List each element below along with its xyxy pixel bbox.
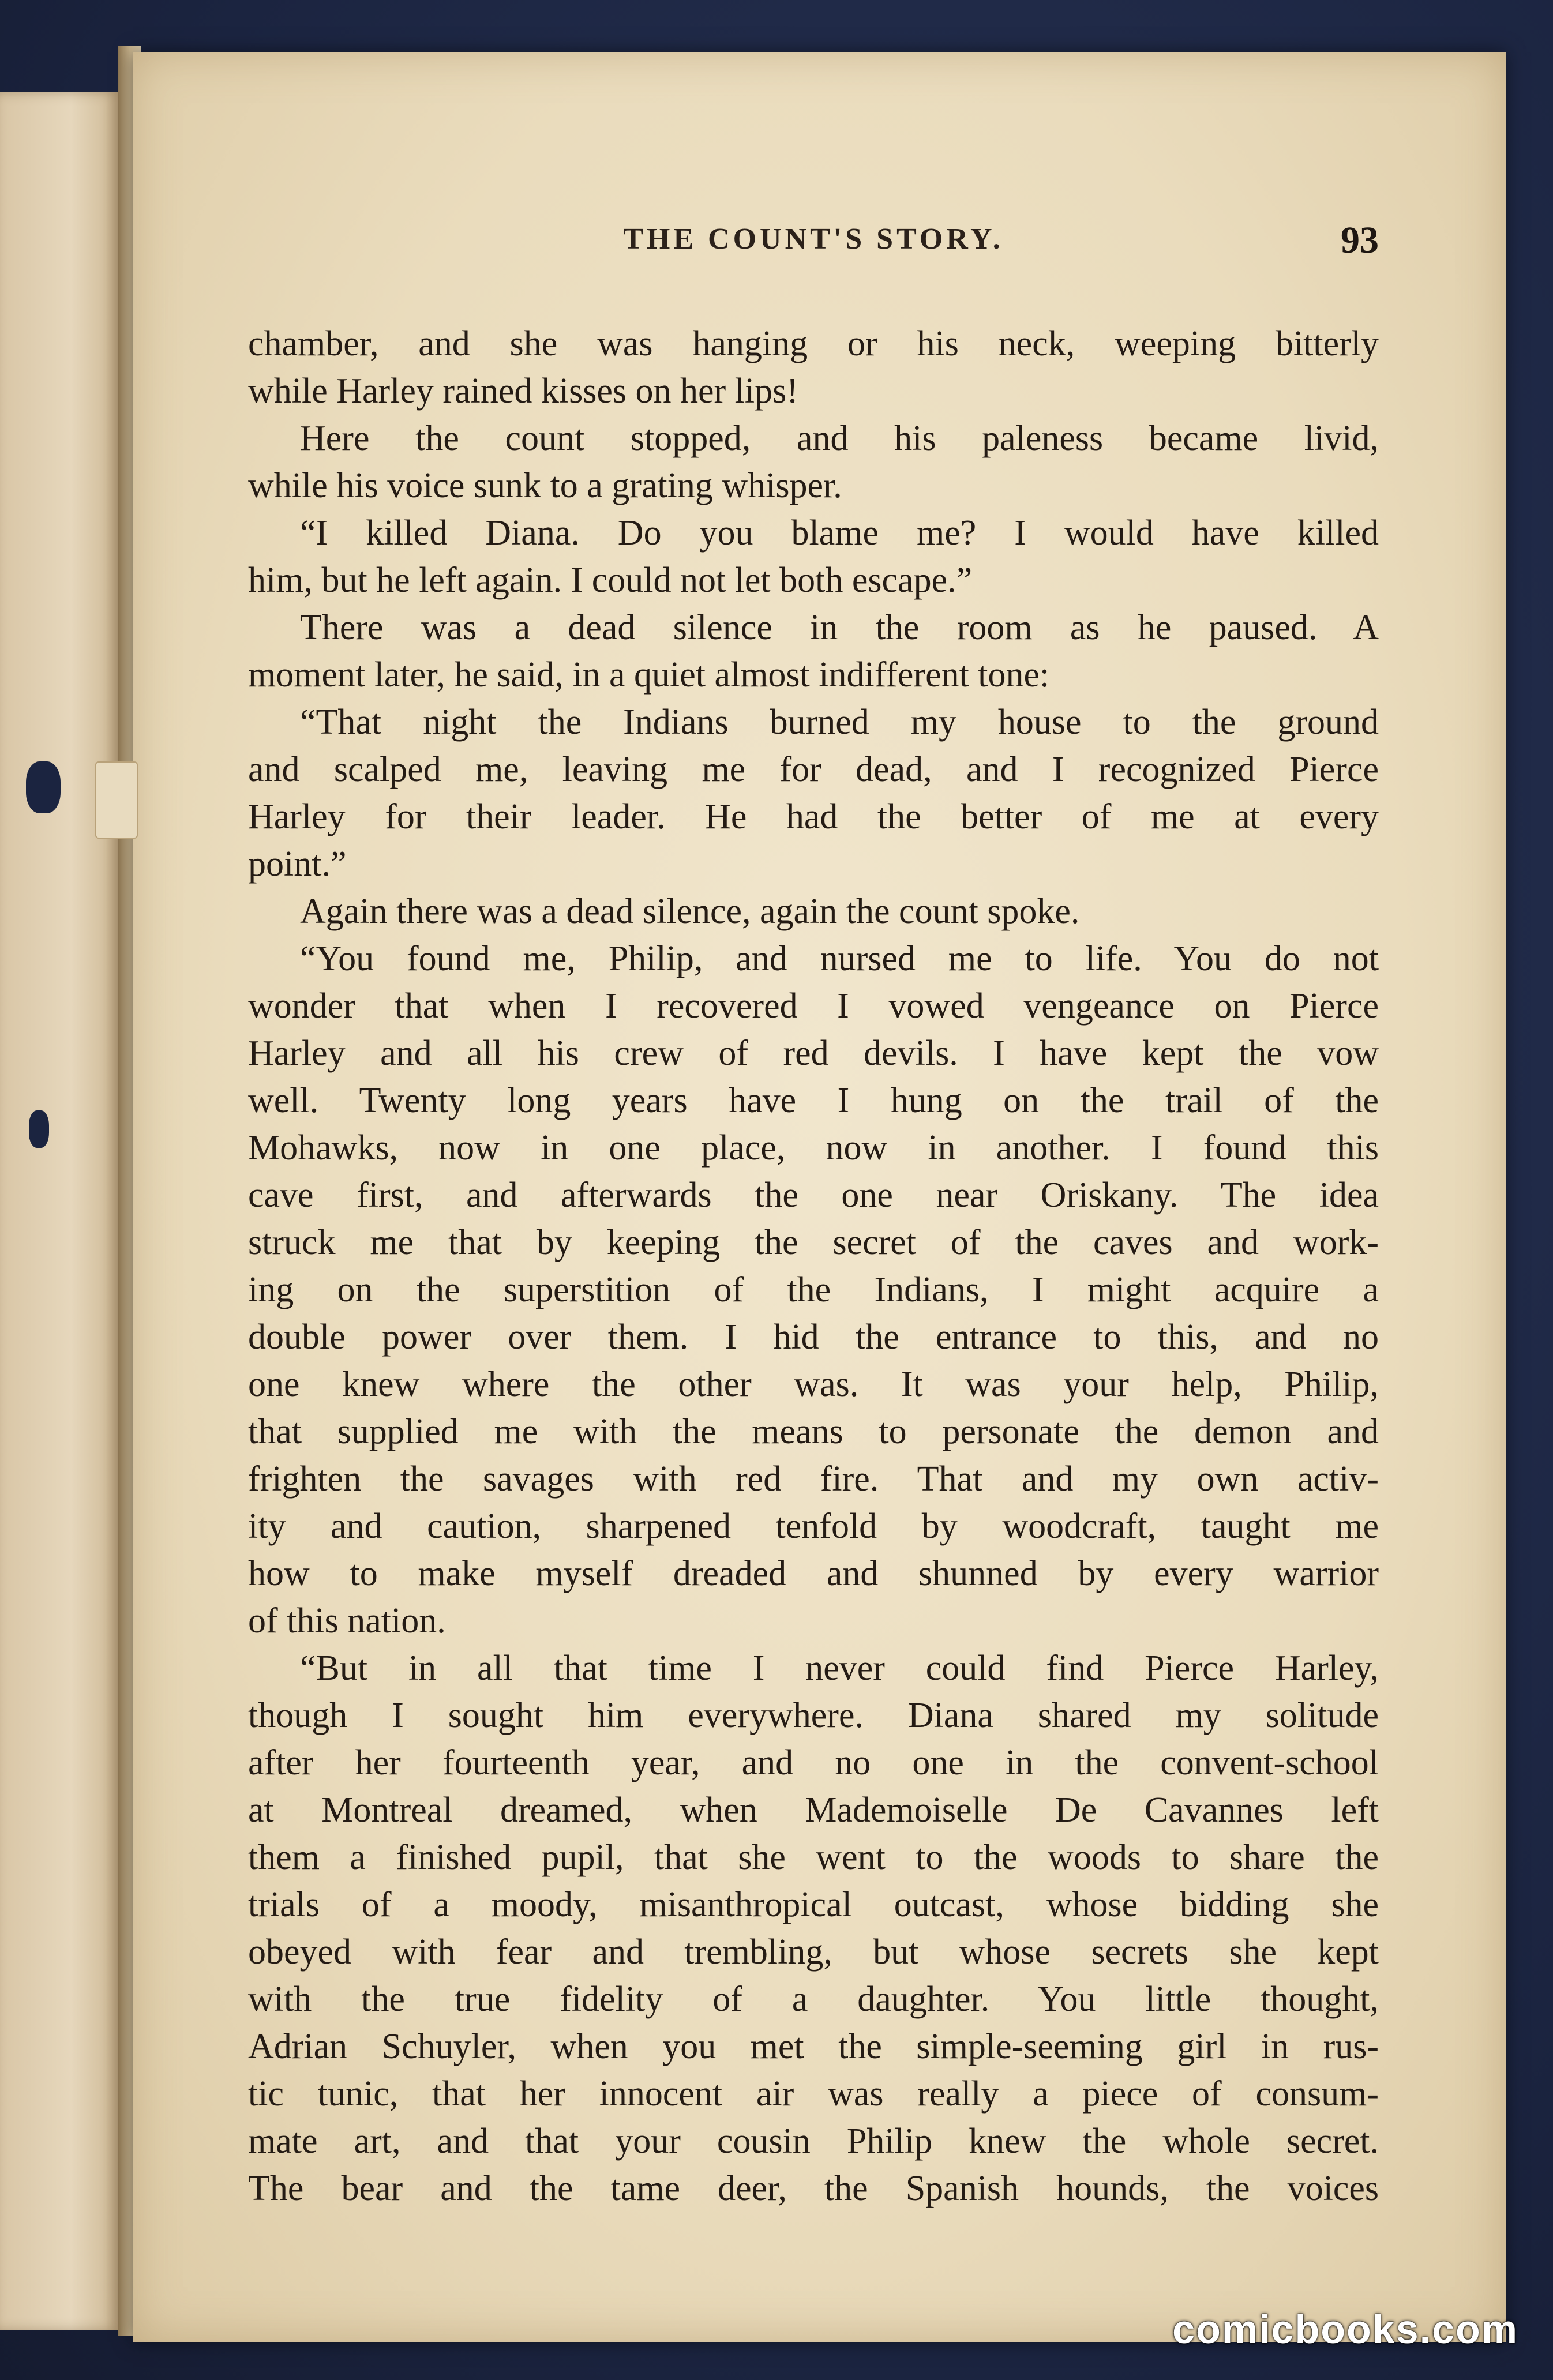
text-line: double power over them. I hid the entrance to this, and no (248, 1317, 1379, 1357)
binding-hole (26, 761, 61, 813)
text-line: at Montreal dreamed, when Mademoiselle De Cavannes left (248, 1790, 1379, 1830)
text-line: how to make myself dreaded and shunned by every warrior (248, 1554, 1379, 1593)
watermark-logo: comicbooks.com (1172, 2307, 1518, 2352)
running-title: THE COUNT'S STORY. (623, 223, 1004, 256)
left-page-edge (0, 92, 118, 2330)
text-line: of this nation. (248, 1601, 446, 1641)
text-line: ing on the superstition of the Indians, I might acquire a (248, 1270, 1379, 1309)
text-line: chamber, and she was hanging or his neck, weeping bitterly (248, 324, 1379, 363)
text-line: point.” (248, 844, 347, 884)
text-line: though I sought him everywhere. Diana shared my solitude (248, 1696, 1379, 1735)
text-line: moment later, he said, in a quiet almost indifferent tone: (248, 655, 1050, 695)
text-line: “That night the Indians burned my house to the ground (300, 703, 1379, 742)
text-line: one knew where the other was. It was your help, Philip, (248, 1365, 1379, 1404)
text-line: while Harley rained kisses on her lips! (248, 371, 798, 411)
text-line: “You found me, Philip, and nursed me to life. You do not (300, 939, 1379, 978)
text-line: frighten the savages with red fire. That and my own activ- (248, 1459, 1379, 1499)
text-line: cave first, and afterwards the one near Oriskany. The idea (248, 1176, 1379, 1215)
page-number: 93 (1341, 219, 1379, 261)
text-line: that supplied me with the means to personate the demon and (248, 1412, 1379, 1451)
text-line: well. Twenty long years have I hung on the trail of the (248, 1081, 1379, 1120)
body-text (248, 320, 1379, 2212)
text-line: There was a dead silence in the room as he paused. A (300, 608, 1379, 647)
text-line: while his voice sunk to a grating whisper. (248, 466, 842, 505)
text-line: Harley for their leader. He had the better of me at every (248, 797, 1379, 836)
text-line: obeyed with fear and trembling, but whose secrets she kept (248, 1932, 1379, 1972)
text-line: Here the count stopped, and his paleness became livid, (300, 419, 1379, 458)
text-line: wonder that when I recovered I vowed vengeance on Pierce (248, 986, 1379, 1026)
text-line: Adrian Schuyler, when you met the simple-seeming girl in rus- (248, 2027, 1379, 2066)
text-line: The bear and the tame deer, the Spanish hounds, the voices (248, 2169, 1379, 2208)
text-line: with the true fidelity of a daughter. You little thought, (248, 1980, 1379, 2019)
text-line: struck me that by keeping the secret of the caves and work- (248, 1223, 1379, 1262)
text-line: Harley and all his crew of red devils. I have kept the vow (248, 1034, 1379, 1073)
text-line: ity and caution, sharpened tenfold by woodcraft, taught me (248, 1507, 1379, 1546)
text-line: him, but he left again. I could not let both escape.” (248, 561, 973, 600)
text-line: “I killed Diana. Do you blame me? I would have killed (300, 513, 1379, 553)
text-line: after her fourteenth year, and no one in the convent-school (248, 1743, 1379, 1782)
text-line: “But in all that time I never could find Pierce Harley, (300, 1649, 1379, 1688)
text-line: tic tunic, that her innocent air was really a piece of consum- (248, 2074, 1379, 2114)
text-line: Mohawks, now in one place, now in another. I found this (248, 1128, 1379, 1168)
text-line: trials of a moody, misanthropical outcast, whose bidding she (248, 1885, 1379, 1924)
paper-tab (95, 761, 138, 839)
text-line: and scalped me, leaving me for dead, and I recognized Pierce (248, 750, 1379, 789)
text-line: them a finished pupil, that she went to the woods to share the (248, 1838, 1379, 1877)
text-line: Again there was a dead silence, again the count spoke. (300, 892, 1080, 931)
text-line: mate art, and that your cousin Philip knew the whole secret. (248, 2122, 1379, 2161)
page-header (248, 219, 1379, 268)
binding-hole (29, 1110, 49, 1148)
